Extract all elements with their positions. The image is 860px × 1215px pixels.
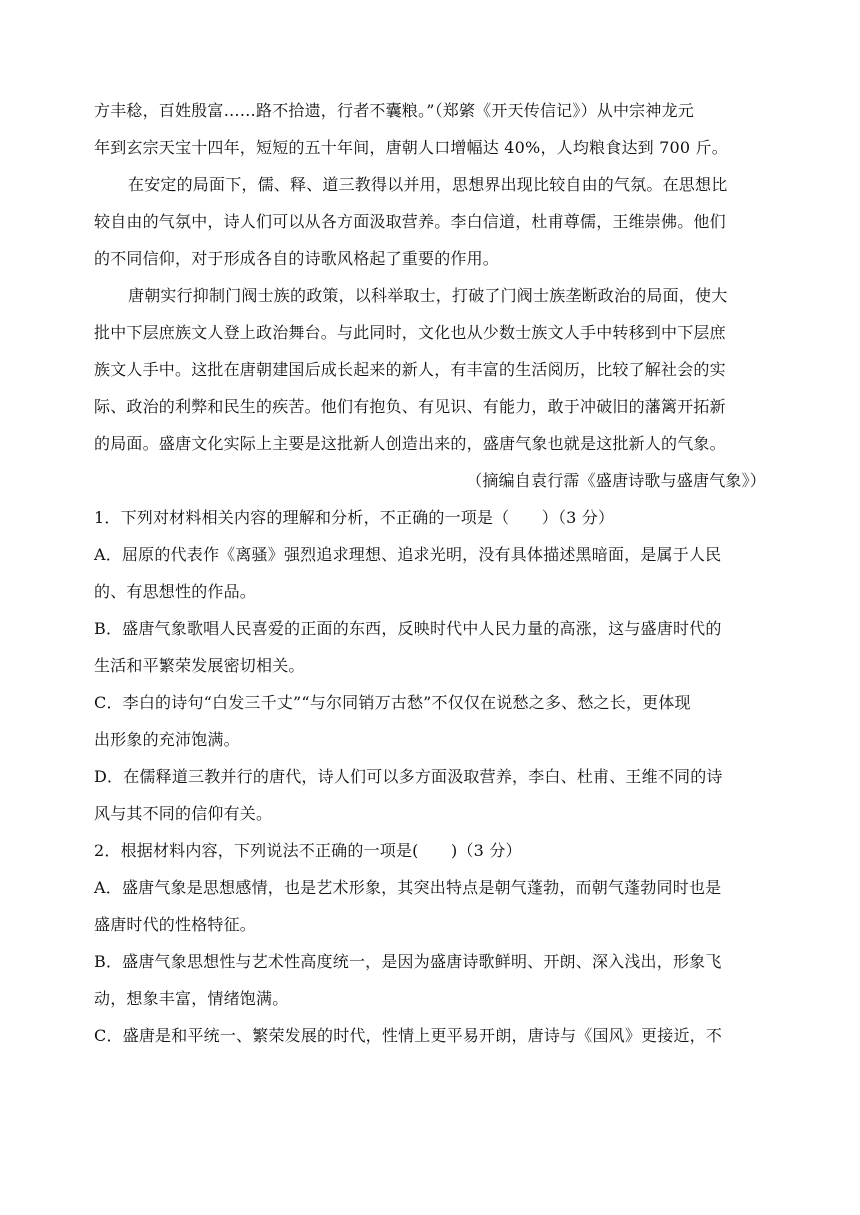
text-line: 风与其不同的信仰有关。 [94,804,273,823]
text-line: B．盛唐气象思想性与艺术性高度统一，是因为盛唐诗歌鲜明、开朗、深入浅出，形象飞 [94,952,722,971]
question-1 [94,499,766,832]
text-line: 较自由的气氛中，诗人们可以从各方面汲取营养。李白信道，杜甫尊儒，王维崇佛。他们 [94,212,726,231]
passage-paragraph-1 [94,92,766,166]
text-line: 生活和平繁荣发展密切相关。 [94,656,305,675]
text-line: D．在儒释道三教并行的唐代，诗人们可以多方面汲取营养，李白、杜甫、王维不同的诗 [94,767,723,786]
text-line: 批中下层庶族文人登上政治舞台。与此同时，文化也从少数士族文人手中转移到中下层庶 [94,323,726,342]
option-b [94,943,766,1017]
option-c [94,1017,766,1054]
document-body [94,92,766,1054]
text-line: 的局面。盛唐文化实际上主要是这批新人创造出来的，盛唐气象也就是这批新人的气象。 [94,434,726,453]
option-d [94,758,766,832]
text-line: B．盛唐气象歌唱人民喜爱的正面的东西，反映时代中人民力量的高涨，这与盛唐时代的 [94,619,722,638]
option-c [94,684,766,758]
question-stem: 1．下列对材料相关内容的理解和分析，不正确的一项是（ ）（3 分） [94,508,615,527]
text-line: 的、有思想性的作品。 [94,582,257,601]
question-stem: 2．根据材料内容，下列说法不正确的一项是( )（3 分） [94,841,522,860]
option-b [94,610,766,684]
option-a [94,869,766,943]
text-line: A．盛唐气象是思想感情，也是艺术形象，其突出特点是朝气蓬勃，而朝气蓬勃同时也是 [94,878,722,897]
text-line: C．盛唐是和平统一、繁荣发展的时代，性情上更平易开朗，唐诗与《国风》更接近，不 [94,1026,723,1045]
text-line: 年到玄宗天宝十四年，短短的五十年间，唐朝人口增幅达 40%，人均粮食达到 700 斤。 [94,138,728,157]
passage-paragraph-2 [94,166,766,277]
text-line: 动，想象丰富，情绪饱满。 [94,989,289,1008]
text-line: 盛唐时代的性格特征。 [94,915,257,934]
text-line: C．李白的诗句“白发三千丈”“与尔同销万古愁”不仅仅在说愁之多、愁之长，更体现 [94,693,691,712]
text-line: 方丰稔，百姓殷富……路不拾遗，行者不囊粮。”（郑綮《开天传信记》）从中宗神龙元 [94,101,694,120]
text-line: 族文人手中。这批在唐朝建国后成长起来的新人，有丰富的生活阅历，比较了解社会的实 [94,360,726,379]
option-a [94,536,766,610]
text-line: A．屈原的代表作《离骚》强烈追求理想、追求光明，没有具体描述黑暗面，是属于人民 [94,545,722,564]
text-line: 唐朝实行抑制门阀士族的政策，以科举取士，打破了门阀士族垄断政治的局面，使大 [128,286,728,305]
passage-paragraph-3 [94,277,766,462]
text-line: 的不同信仰，对于形成各自的诗歌风格起了重要的作用。 [94,249,500,268]
text-line: 际、政治的利弊和民生的疾苦。他们有抱负、有见识、有能力，敢于冲破旧的藩篱开拓新 [94,397,726,416]
text-line: 出形象的充沛饱满。 [94,730,240,749]
question-2 [94,832,766,1054]
text-line: 在安定的局面下，儒、释、道三教得以并用，思想界出现比较自由的气氛。在思想比 [128,175,728,194]
passage-source: （摘编自袁行霈《盛唐诗歌与盛唐气象》） [466,471,766,490]
